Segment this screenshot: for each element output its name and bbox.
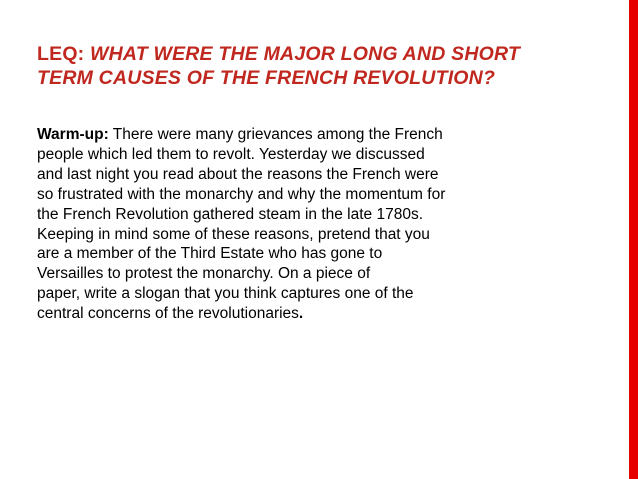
accent-bar: [629, 0, 638, 479]
warmup-line-5: the French Revolution gathered steam in the late 1780s.: [37, 205, 424, 223]
warmup-line-4: so frustrated with the monarchy and why the momentum for: [37, 185, 446, 203]
title-question-line-2: TERM CAUSES OF THE FRENCH REVOLUTION?: [37, 67, 496, 89]
warmup-paragraph: [37, 125, 577, 324]
warmup-label: Warm-up:: [37, 126, 109, 143]
warmup-line-8: Versailles to protest the monarchy. On a piece of: [37, 265, 371, 283]
title-question-line-1: WHAT WERE THE MAJOR LONG AND SHORT: [90, 43, 521, 65]
warmup-line-3: and last night you read about the reasons the French were: [37, 165, 439, 183]
slide-title: [37, 42, 607, 90]
warmup-line-7: are a member of the Third Estate who has gone to: [37, 245, 383, 263]
warmup-line-2: people which led them to revolt. Yesterday we discussed: [37, 145, 425, 163]
warmup-text-10: central concerns of the revolutionaries: [37, 305, 299, 323]
title-prefix: LEQ:: [37, 43, 85, 65]
warmup-line-1: [37, 125, 577, 145]
warmup-line-10: [37, 304, 577, 324]
warmup-line-9: paper, write a slogan that you think captures one of the: [37, 285, 414, 303]
warmup-text-1: There were many grievances among the French: [108, 126, 443, 143]
final-period: .: [298, 305, 304, 323]
warmup-line-6: Keeping in mind some of these reasons, pretend that you: [37, 225, 430, 243]
